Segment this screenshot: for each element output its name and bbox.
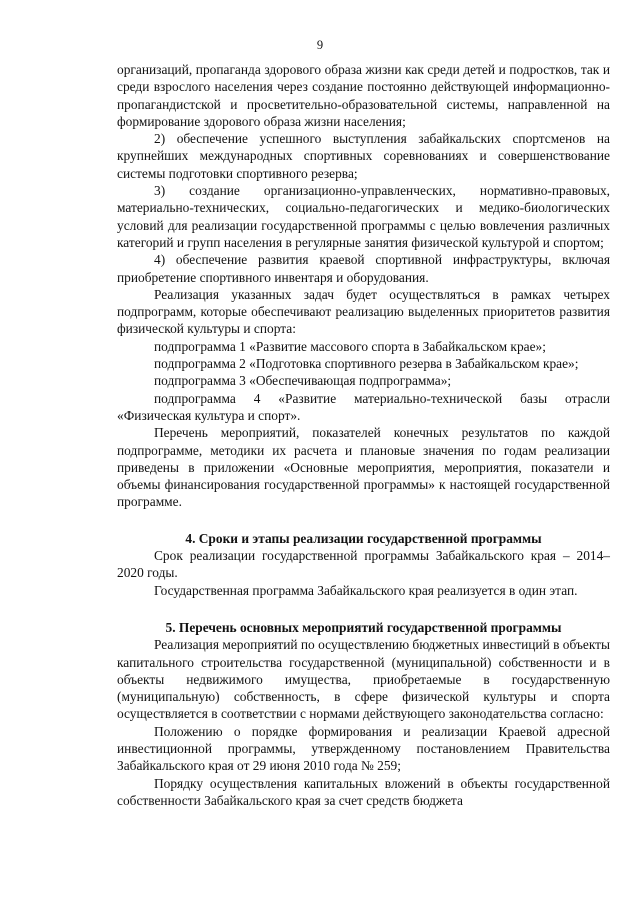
paragraph-program-term: Срок реализации государственной программы Забайкальского края – 2014–2020 годы.: [117, 548, 610, 581]
paragraph-subprograms-intro: Реализация указанных задач будет осуществляться в рамках четырех подпрограмм, которые обеспечивают реализацию выделенных приоритетов развития физической культуры и спорта:: [117, 286, 610, 337]
document-body: [117, 61, 610, 809]
subprogram-1: подпрограмма 1 «Развитие массового спорта в Забайкальском крае»;: [154, 338, 546, 354]
paragraph-task-3: 3) создание организационно-управленческих, нормативно-правовых, материально-технических, социально-педагогических и медико-биологических условий для реализации государственной программы с целью вовлечения различных категорий и групп населения в регулярные занятия физической культурой и спортом;: [117, 183, 610, 250]
section-heading-5: 5. Перечень основных мероприятий государственной программы: [165, 619, 562, 635]
paragraph-program-stage: Государственная программа Забайкальского края реализуется в один этап.: [154, 582, 578, 598]
paragraph-investment-implementation: Реализация мероприятий по осуществлению бюджетных инвестиций в объекты капитального строительства государственной (муниципальной) собственности и в объекты недвижимого имущества, приобретаемые в государственную (муниципальную) собственность, в сфере физической культуры и спорта осуществляется в соответствии с нормами действующего законодательства согласно:: [117, 637, 611, 722]
paragraph-capital-investment-order: Порядку осуществления капитальных вложений в объекты государственной собственности Забайкальского края за счет средств бюджета: [117, 775, 610, 808]
page-number: 9: [316, 38, 324, 52]
paragraph-task-2: 2) обеспечение успешного выступления забайкальских спортсменов на крупнейших международных спортивных соревнованиях и совершенствование системы подготовки спортивного резерва;: [117, 131, 610, 181]
paragraph-measures-list: Перечень мероприятий, показателей конечных результатов по каждой подпрограмме, методики их расчета и плановые значения по годам реализации приведены в приложении «Основные мероприятия, мероприятия, показатели и объемы финансирования государственной программы» к настоящей государственной программе.: [117, 425, 610, 510]
subprogram-2: подпрограмма 2 «Подготовка спортивного резерва в Забайкальском крае»;: [154, 356, 579, 372]
subprogram-3: подпрограмма 3 «Обеспечивающая подпрограмма»;: [154, 373, 452, 389]
subprogram-4: подпрограмма 4 «Развитие материально-технической базы отрасли «Физическая культура и спорт».: [117, 390, 610, 423]
paragraph-propaganda-continuation: организаций, пропаганда здорового образа жизни как среди детей и подростков, так и среди взрослого населения через создание постоянно действующей информационно-пропагандистской и просветительно-образовательной системы, направленной на формирование здорового образа жизни населения;: [117, 62, 610, 129]
paragraph-task-4: 4) обеспечение развития краевой спортивной инфраструктуры, включая приобретение спортивного инвентаря и оборудования.: [117, 252, 610, 285]
paragraph-investment-program-regulation: Положению о порядке формирования и реализации Краевой адресной инвестиционной программы, утвержденному постановлением Правительства Забайкальского края от 29 июня 2010 года № 259;: [117, 723, 610, 774]
section-heading-4: 4. Сроки и этапы реализации государственной программы: [185, 530, 542, 546]
